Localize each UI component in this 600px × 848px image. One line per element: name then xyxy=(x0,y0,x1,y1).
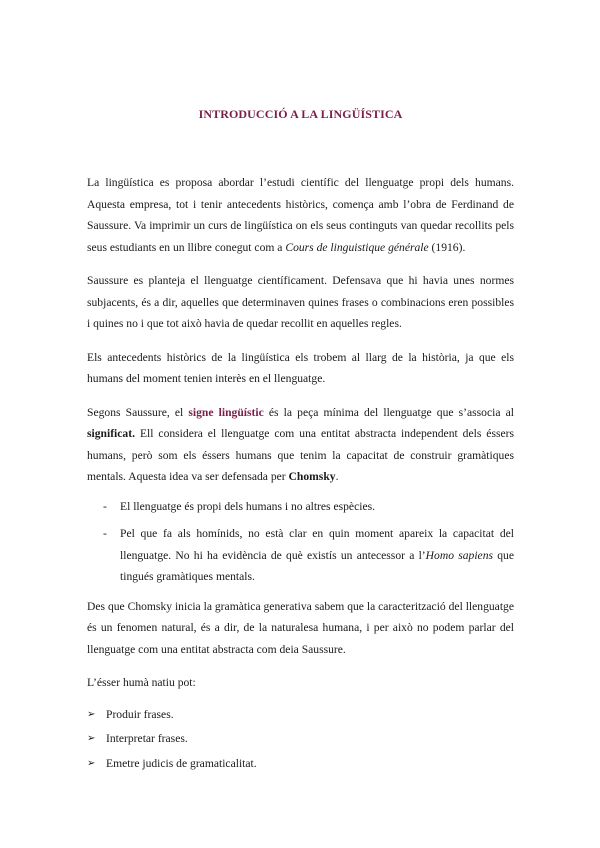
list-item-text: que tingués gramàtiques mentals. xyxy=(120,548,514,583)
list-item xyxy=(87,496,514,518)
paragraph-esser-huma: L’ésser humà natiu pot: xyxy=(87,676,196,689)
paragraph-intro-text: La lingüística es proposa abordar l’estudi científic del llenguatge propi dels humans. Aquesta empresa, tot i tenir antecedents històrics, comença amb l’obra de Ferdinand de Saussure. Va imprimir un curs de lingüística on els seus continguts van quedar recollits pels seus estudiants en un llibre conegut com a xyxy=(87,176,514,254)
paragraph-signe-text-d: . xyxy=(335,470,339,483)
list-item xyxy=(87,753,514,775)
term-significat: significat. xyxy=(87,427,135,440)
dash-marker: - xyxy=(103,527,107,540)
dash-marker: - xyxy=(103,499,107,513)
term-homo-sapiens: Homo sapiens xyxy=(425,548,494,562)
list-item-text: El llenguatge és propi dels humans i no altres espècies. xyxy=(120,499,375,513)
paragraph-intro-year: (1916). xyxy=(428,240,466,254)
paragraph-signe-text-c: Ell considera el llenguatge com una entitat abstracta independent dels éssers humans, però som els éssers humans que tenim la capacitat de construir gramàtiques mentals. Aquesta idea va ser defensada per xyxy=(87,427,514,483)
paragraph-intro xyxy=(87,172,514,258)
dash-list xyxy=(87,496,514,588)
paragraph-signe xyxy=(87,402,514,488)
arrow-bullet-icon: ➢ xyxy=(87,708,96,720)
paragraph-antecedents: Els antecedents històrics de la lingüística els trobem al llarg de la història, ja que els humans del moment tenien interès en el llenguatge. xyxy=(87,350,514,385)
list-item-text: Emetre judicis de gramaticalitat. xyxy=(106,756,257,770)
term-signe-linguistic: signe lingüístic xyxy=(188,405,264,419)
list-item-text: Produir frases. xyxy=(106,707,174,721)
arrow-bullet-icon: ➢ xyxy=(87,757,96,769)
document-title: INTRODUCCIÓ A LA LINGÜÍSTICA xyxy=(198,107,403,121)
paragraph-chomsky: Des que Chomsky inicia la gramàtica generativa sabem que la caracterització del llenguatge és un fenomen natural, és a dir, de la naturalesa humana, i per això no podem parlar del llenguatge com una entitat abstracta com deia Saussure. xyxy=(87,599,514,656)
paragraph-signe-text-b: és la peça mínima del llenguatge que s’associa al xyxy=(263,405,514,419)
list-item xyxy=(87,704,514,726)
term-chomsky: Chomsky xyxy=(288,470,336,483)
paragraph-signe-text-a: Segons Saussure, el xyxy=(87,405,189,419)
list-item-text: Pel que fa als homínids, no està clar en quin moment apareix la capacitat del llenguatge. No hi ha evidència de què existís un antecessor a l’ xyxy=(120,527,514,562)
arrow-bullet-icon: ➢ xyxy=(87,733,96,744)
arrow-list xyxy=(87,704,514,775)
list-item xyxy=(87,728,514,750)
list-item xyxy=(87,523,514,588)
paragraph-saussure: Saussure es planteja el llenguatge científicament. Defensava que hi havia unes normes subjacents, és a dir, aquelles que determinaven quines frases o combinacions eren possibles i quines no i que tot això havia de quedar recollit en aquelles regles. xyxy=(87,274,514,330)
document-body xyxy=(87,107,514,777)
list-item-text: Interpretar frases. xyxy=(106,732,188,745)
book-title: Cours de linguistique générale xyxy=(285,240,429,254)
